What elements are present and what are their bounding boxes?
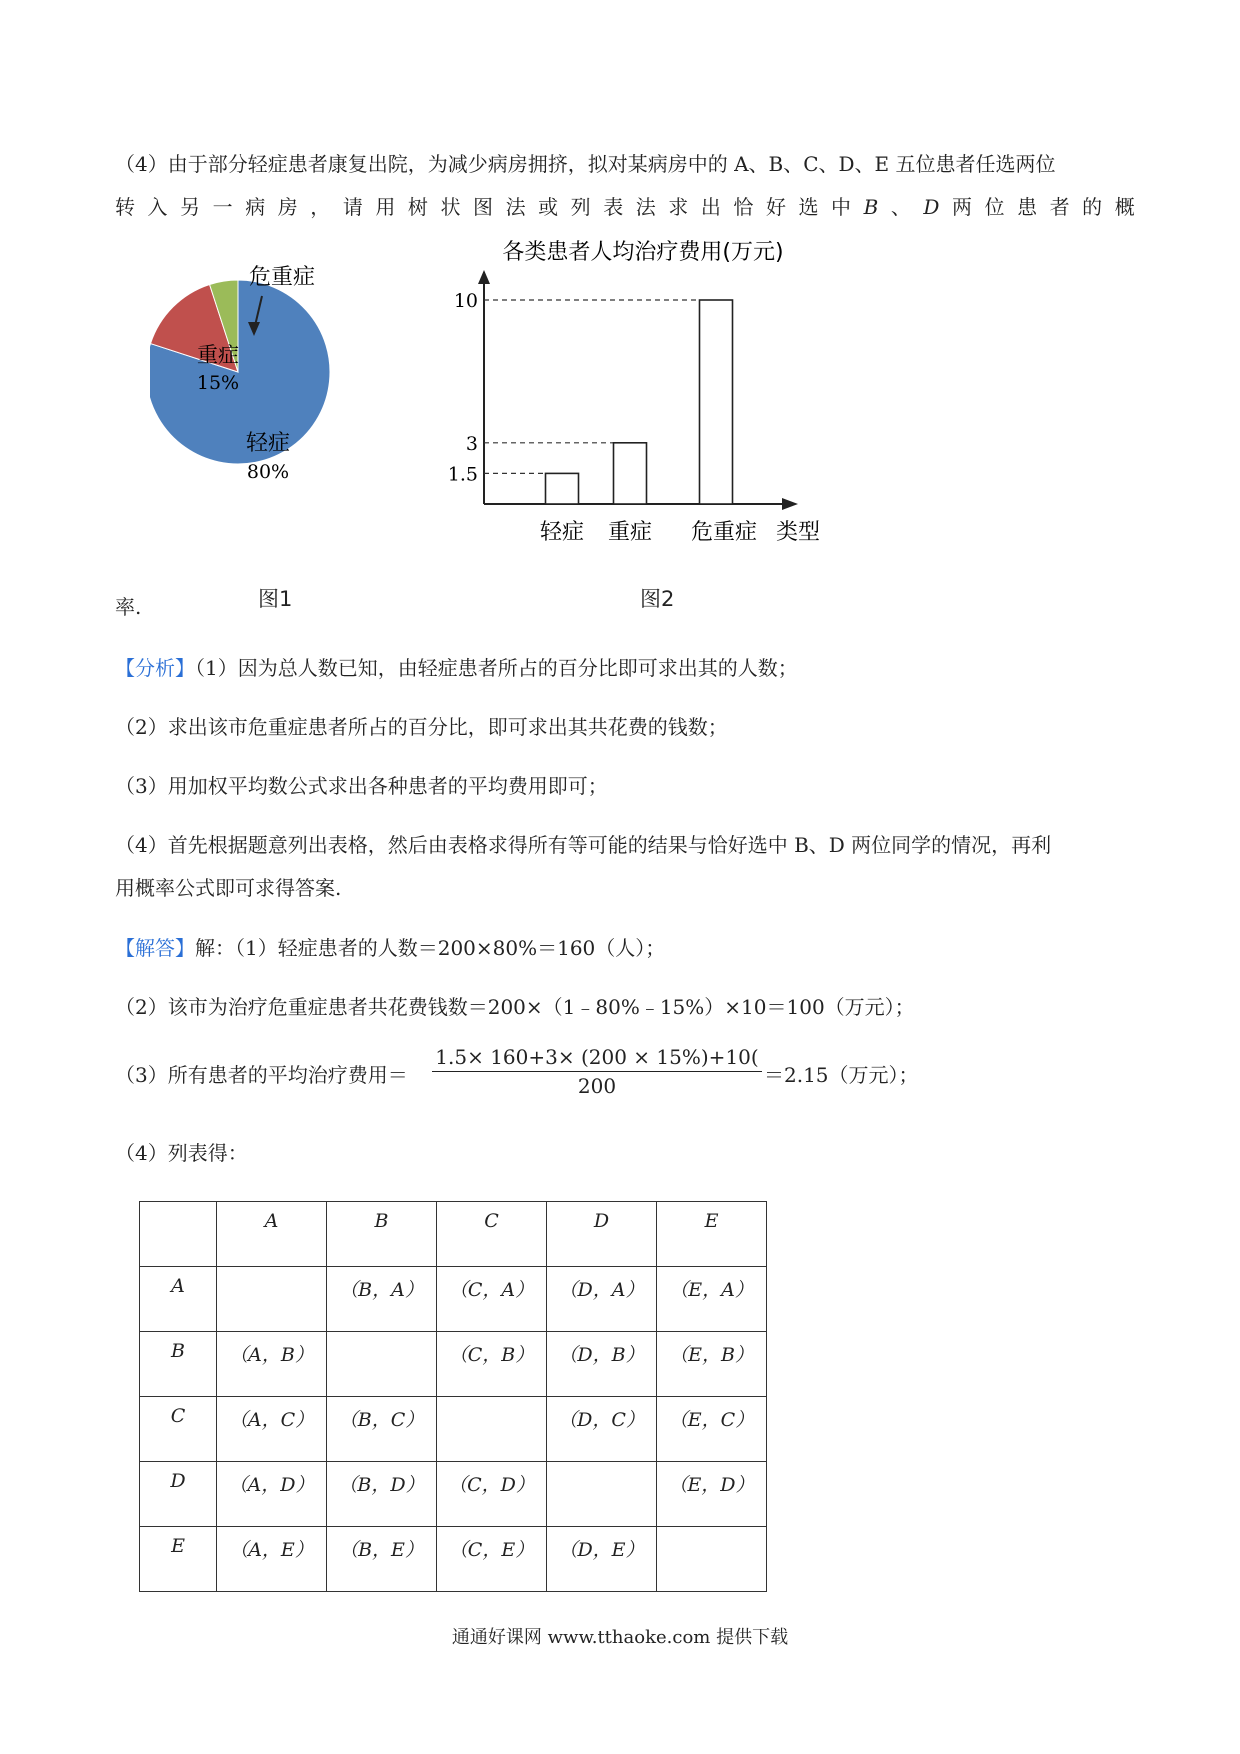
table-cell [547,1462,657,1527]
table-cell: C [437,1202,547,1267]
line2-char: 概 [1114,195,1135,219]
table-cell: E [140,1527,217,1592]
bar-y-tick-label: 1.5 [447,463,478,486]
bar-y-tick-label: 3 [465,432,478,455]
bar-category-label: 危重症 [690,520,758,545]
table-row [140,1397,767,1462]
footer: 通通好课网 www.tthaoke.com 提供下载 [451,1627,789,1648]
table-header-row [140,1202,767,1267]
line2-char: 一 [212,195,233,219]
answer-p1-text: 解：（1）轻症患者的人数＝200×80%＝160（人）； [195,936,666,960]
answer-p1 [115,934,1135,962]
bar-3 [700,300,733,504]
bar-category-label: 重症 [607,520,653,545]
line2-char: 请 [342,195,363,219]
line2-char: 用 [375,195,396,219]
bar-chart-xlabel: 类型 [775,520,821,545]
analysis-p1-text: （1）因为总人数已知，由轻症患者所占的百分比即可求出其的人数； [195,656,798,680]
answer-p2: （2）该市为治疗危重症患者共花费钱数＝200×（1﹣80%﹣15%）×10＝100（万元）； [115,995,915,1019]
line2-char: 法 [635,195,656,219]
table-cell: D [547,1202,657,1267]
line2-char: 、 [890,195,911,219]
table-cell: B [140,1332,217,1397]
table-cell: A [140,1267,217,1332]
line2-char: 好 [765,195,786,219]
table-cell: （D，B） [547,1332,657,1397]
question4-line2 [115,193,1135,221]
fraction-numerator: 1.5× 160+3× (200 × 15%)+10( [432,1045,762,1072]
line2-char: 房 [277,195,298,219]
bar-chart-title: 各类患者人均治疗费用(万元) [502,240,784,265]
analysis-tag: 【分析】 [115,656,195,680]
line2-char: ， [310,195,331,219]
line2-char: 出 [700,195,721,219]
line2-char: 两 [951,195,972,219]
fraction-denominator: 200 [577,1074,617,1098]
analysis-p4b: 用概率公式即可求得答案. [115,876,342,900]
y-axis-arrow [478,270,490,284]
line2-char: 病 [245,195,266,219]
table-cell: （B，D） [327,1462,437,1527]
table-cell: （C，D） [437,1462,547,1527]
line2-char: 选 [798,195,819,219]
table-cell: （B，E） [327,1527,437,1592]
pie-label-severe: 重症 [197,343,239,367]
table-cell: （C，B） [437,1332,547,1397]
table-cell: （E，C） [657,1397,767,1462]
pie-label-mild: 轻症 [245,431,291,456]
figure2-caption: 图2 [640,587,675,611]
answer-p4: （4）列表得： [115,1141,248,1165]
line2-char: 者 [1049,195,1070,219]
line2-char: 入 [147,195,168,219]
table-cell [437,1397,547,1462]
table-row [140,1332,767,1397]
analysis-p1 [115,654,1135,682]
bar-y-tick-label: 10 [453,290,478,312]
table-row [140,1527,767,1592]
line2-char: 树 [407,195,428,219]
line2-char: 位 [984,195,1005,219]
table-cell: E [657,1202,767,1267]
analysis-p2: （2）求出该市危重症患者所占的百分比，即可求出其共花费的钱数； [115,715,728,739]
bar-chart [440,232,840,552]
table-cell: （A，B） [217,1332,327,1397]
table-cell [140,1202,217,1267]
answer-p3-suffix: ＝2.15（万元）； [764,1063,919,1087]
line2-char: 求 [668,195,689,219]
line2-char: 列 [570,195,591,219]
table-cell: （B，A） [327,1267,437,1332]
figure1-caption: 图1 [258,587,293,611]
pie-percent-mild: 80% [246,461,290,483]
question4-line3: 率. [115,595,142,619]
table-cell: （D，A） [547,1267,657,1332]
table-cell: （C，E） [437,1527,547,1592]
outcome-table [139,1201,767,1592]
table-row [140,1462,767,1527]
table-cell [657,1527,767,1592]
line2-char: 中 [831,195,852,219]
pie-label-critical: 危重症 [248,265,316,290]
bar-category-label: 轻症 [539,520,585,545]
bar-1 [546,473,579,504]
line2-char: 另 [180,195,201,219]
pie-chart [150,250,390,530]
line2-char: 法 [505,195,526,219]
line2-char: 患 [1017,195,1038,219]
table-cell [327,1332,437,1397]
table-cell: （A，C） [217,1397,327,1462]
line2-char: 表 [603,195,624,219]
table-cell [217,1267,327,1332]
table-cell: B [327,1202,437,1267]
x-axis-arrow [782,498,798,510]
table-cell: （E，D） [657,1462,767,1527]
question4-line1: （4）由于部分轻症患者康复出院，为减少病房拥挤，拟对某病房中的 A、B、C、D、E 五位患者任选两位 [115,152,1056,176]
analysis-p4a: （4）首先根据题意列出表格，然后由表格求得所有等可能的结果与恰好选中 B、D 两位同学的情况，再利 [115,833,1052,857]
bar-2 [614,443,647,504]
table-cell: （A，D） [217,1462,327,1527]
line2-char: 状 [440,195,461,219]
line2-char: 转 [115,195,135,219]
line2-char: D [923,195,940,219]
table-cell: D [140,1462,217,1527]
line2-char: 或 [538,195,559,219]
line2-char: 图 [473,195,494,219]
answer-p3-prefix: （3）所有患者的平均治疗费用＝ [115,1063,408,1087]
table-cell: （B，C） [327,1397,437,1462]
line2-char: 恰 [733,195,754,219]
table-cell: （E，B） [657,1332,767,1397]
table-cell: （D，C） [547,1397,657,1462]
line2-char: B [863,195,879,219]
table-cell: （D，E） [547,1527,657,1592]
analysis-p3: （3）用加权平均数公式求出各种患者的平均费用即可； [115,774,608,798]
table-cell: A [217,1202,327,1267]
table-cell: C [140,1397,217,1462]
answer-tag: 【解答】 [115,936,195,960]
table-cell: （E，A） [657,1267,767,1332]
average-cost-fraction [432,1045,762,1098]
table-cell: （C，A） [437,1267,547,1332]
table-cell: （A，E） [217,1527,327,1592]
line2-char: 的 [1082,195,1103,219]
table-row [140,1267,767,1332]
pie-percent-severe: 15% [196,372,240,394]
